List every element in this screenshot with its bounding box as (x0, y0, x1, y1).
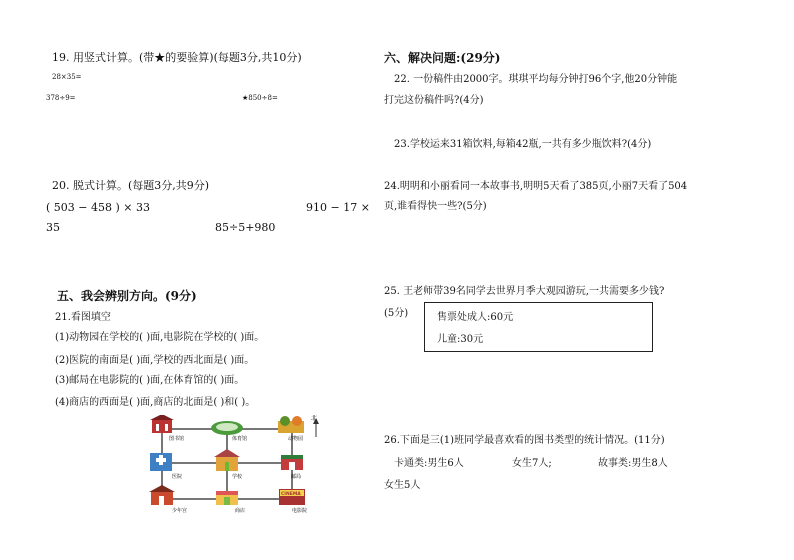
q19-title: 19. 用竖式计算。(带★的要验算)(每题3分,共10分) (52, 51, 302, 64)
section6-title: 六、解决问题:(29分) (384, 51, 501, 65)
map-label-youth-palace: 少年宫 (172, 508, 188, 514)
q20-expr-a: ( 503 − 458 ) × 33 (46, 201, 150, 214)
q20-expr-c: 85÷5+980 (215, 221, 276, 234)
ticket-price-adult: 售票处成人:60元 (437, 312, 514, 323)
q20-title: 20. 脱式计算。(每题3分,共9分) (52, 179, 210, 192)
ticket-price-child: 儿童:30元 (437, 334, 484, 345)
map-label-school: 学校 (232, 474, 243, 480)
q21-line2: (2)医院的南面是( )面,学校的西北面是( )面。 (55, 355, 255, 366)
post-office-icon (281, 455, 303, 470)
school-icon (214, 449, 240, 471)
library-icon (150, 415, 174, 433)
q22-line1: 22. 一份稿件由2000字。琪琪平均每分钟打96个字,他20分钟能 (394, 74, 678, 85)
q26-line1: 26.下面是三(1)班同学最喜欢看的图书类型的统计情况。(11分) (384, 435, 665, 446)
map-label-shop: 商店 (235, 508, 246, 514)
q26-story-boys: 故事类:男生8人 (598, 458, 668, 469)
section5-title: 五、我会辨别方向。(9分) (57, 289, 197, 303)
map-label-library: 图书馆 (169, 436, 185, 442)
q19-expr-a: 28×35= (52, 73, 82, 81)
q23-line1: 23.学校运来31箱饮料,每箱42瓶,一共有多少瓶饮料?(4分) (394, 139, 652, 150)
zoo-icon (278, 416, 304, 433)
q26-cartoon-girls: 女生7人; (512, 458, 552, 469)
q21-title: 21.看图填空 (55, 312, 111, 323)
q21-line4: (4)商店的西面是( )面,商店的北面是( )和( )。 (55, 397, 256, 408)
direction-map (140, 415, 330, 515)
q19-expr-b: 378÷9= (46, 94, 76, 102)
map-north-label: 北 (311, 415, 318, 422)
ticket-price-box (424, 302, 653, 352)
shop-icon (216, 491, 238, 505)
q25-line1: 25. 王老师带39名同学去世界月季大观园游玩,一共需要多少钱? (384, 286, 665, 297)
hospital-icon (150, 453, 172, 471)
q20-expr-b1: 910 − 17 × (306, 201, 370, 214)
north-arrow-icon (311, 415, 319, 437)
map-label-zoo: 动物园 (288, 436, 304, 442)
q19-expr-c: ★850÷8= (242, 94, 278, 102)
gym-icon (211, 421, 243, 435)
map-label-gym: 体育馆 (232, 436, 248, 442)
youth-palace-icon (149, 485, 175, 505)
cinema-icon (279, 489, 305, 505)
q25-points: (5分) (384, 308, 409, 319)
map-label-post-office: 邮局 (291, 474, 302, 480)
map-label-cinema: 电影院 (292, 508, 308, 514)
q20-expr-b2: 35 (46, 221, 60, 234)
q26-cartoon-boys: 卡通类:男生6人 (394, 458, 464, 469)
cinema-sign: CINEMA (281, 492, 301, 497)
q24-line1: 24.明明和小丽看同一本故事书,明明5天看了385页,小丽7天看了504 (384, 181, 688, 192)
q21-line1: (1)动物园在学校的( )面,电影院在学校的( )面。 (55, 332, 265, 343)
q24-line2: 页,谁看得快一些?(5分) (384, 201, 487, 212)
map-label-hospital: 医院 (172, 474, 183, 480)
q22-line2: 打完这份稿件吗?(4分) (384, 95, 484, 106)
q26-story-girls: 女生5人 (384, 480, 421, 491)
q21-line3: (3)邮局在电影院的( )面,在体育馆的( )面。 (55, 375, 245, 386)
